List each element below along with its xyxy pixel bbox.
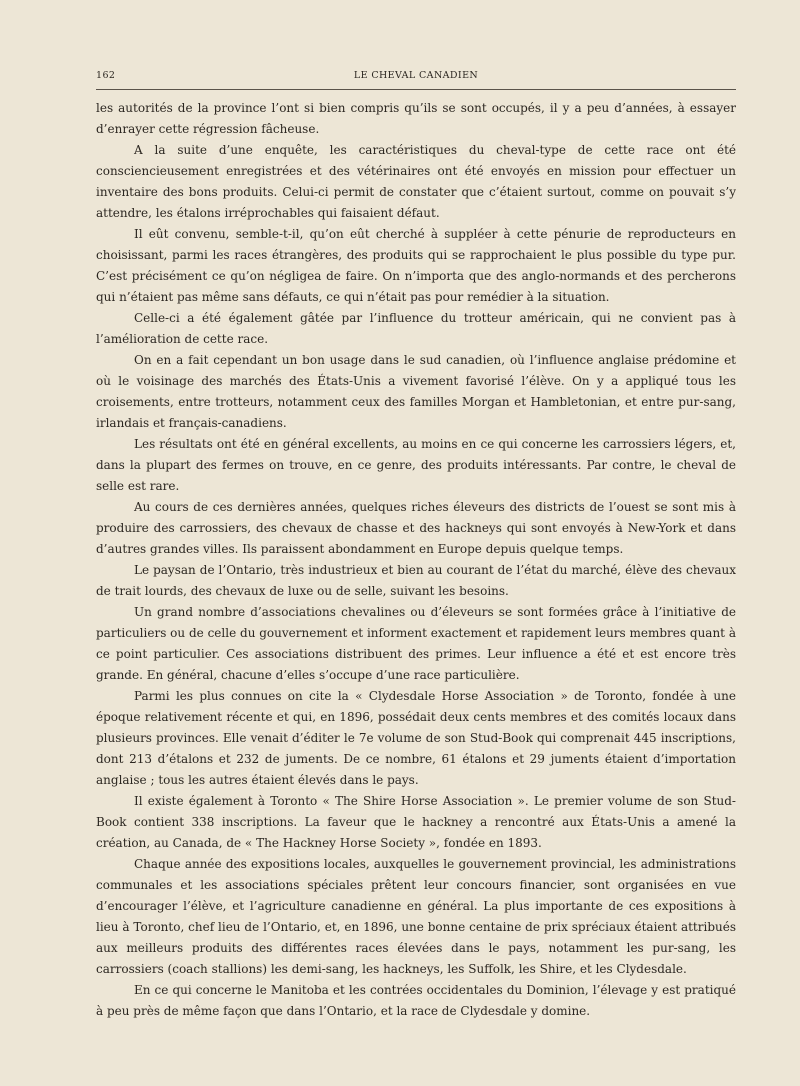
page-number: 162 [96,70,116,81]
paragraph: Au cours de ces dernières années, quelques riches éleveurs des districts de l’ouest se sont mis à produire des carrossiers, des chevaux de chasse et des hackneys qui sont envoyés à New-York et dans d’autres grandes villes. Ils paraissent abondamment en Europe depuis quelque temps. [96,500,736,556]
paragraph: En ce qui concerne le Manitoba et les contrées occidentales du Dominion, l’élevage y est pratiqué à peu près de même façon que dans l’Ontario, et la race de Clydesdale y domine. [96,983,736,1018]
body-text [96,98,736,1022]
paragraph: Parmi les plus connues on cite la « Clydesdale Horse Association » de Toronto, fondée à une époque relativement récente et qui, en 1896, possédait deux cents membres et des comités locaux dans plusieurs provinces. Elle venait d’éditer le 7e volume de son Stud-Book qui comprenait 445 inscriptions, dont 213 d’étalons et 232 de juments. De ce nombre, 61 étalons et 29 juments étaient d’importation anglaise ; tous les autres étaient élevés dans le pays. [96,689,736,787]
running-head [96,70,736,84]
paragraph: Le paysan de l’Ontario, très industrieux et bien au courant de l’état du marché, élève des chevaux de trait lourds, des chevaux de luxe ou de selle, suivant les besoins. [96,563,736,598]
header-rule [96,89,736,90]
paragraph: Il existe également à Toronto « The Shire Horse Association ». Le premier volume de son Stud-Book contient 338 inscriptions. La faveur que le hackney a rencontré aux États-Unis a amené la création, au Canada, de « The Hackney Horse Society », fondée en 1893. [96,794,736,850]
paragraph: Les résultats ont été en général excellents, au moins en ce qui concerne les carrossiers légers, et, dans la plupart des fermes on trouve, en ce genre, des produits intéressants. Par contre, le cheval de selle est rare. [96,437,736,493]
paragraph: Un grand nombre d’associations chevalines ou d’éleveurs se sont formées grâce à l’initiative de particuliers ou de celle du gouvernement et informent exactement et rapidement leurs membres quant à ce point particulier. Ces associations distribuent des primes. Leur influence a été et est encore très grande. En général, chacune d’elles s’occupe d’une race particulière. [96,605,736,682]
paragraph: A la suite d’une enquête, les caractéristiques du cheval-type de cette race ont été consciencieusement enregistrées et des vétérinaires ont été envoyés en mission pour effectuer un inventaire des bons produits. Celui-ci permit de constater que c’étaient surtout, comme on pouvait s’y attendre, les étalons irréprochables qui faisaient défaut. [96,143,736,220]
paragraph: Celle-ci a été également gâtée par l’influence du trotteur américain, qui ne convient pas à l’amélioration de cette race. [96,311,736,346]
paragraph: On en a fait cependant un bon usage dans le sud canadien, où l’influence anglaise prédomine et où le voisinage des marchés des États-Unis a vivement favorisé l’élève. On y a appliqué tous les croisements, entre trotteurs, notamment ceux des familles Morgan et Hambletonian, et entre pur-sang, irlandais et français-canadiens. [96,353,736,430]
running-title: LE CHEVAL CANADIEN [353,70,479,81]
paragraph: les autorités de la province l’ont si bien compris qu’ils se sont occupés, il y a peu d’années, à essayer d’enrayer cette régression fâcheuse. [96,101,736,136]
paragraph: Chaque année des expositions locales, auxquelles le gouvernement provincial, les administrations communales et les associations spéciales prêtent leur concours financier, sont organisées en vue d’encourager l’élève, et l’agriculture canadienne en général. La plus importante de ces expositions à lieu à Toronto, chef lieu de l’Ontario, et, en 1896, une bonne centaine de prix spréciaux étaient attribués aux meilleurs produits des différentes races élevées dans le pays, notamment les pur-sang, les carrossiers (coach stallions) les demi-sang, les hackneys, les Suffolk, les Shire, et les Clydesdale. [96,857,736,976]
paragraph: Il eût convenu, semble-t-il, qu’on eût cherché à suppléer à cette pénurie de reproducteurs en choisissant, parmi les races étrangères, des produits qui se rapprochaient le plus possible du type pur. C’est précisément ce qu’on négligea de faire. On n’importa que des anglo-normands et des percherons qui n’étaient pas même sans défauts, ce qui n’était pas pour remédier à la situation. [96,227,736,304]
